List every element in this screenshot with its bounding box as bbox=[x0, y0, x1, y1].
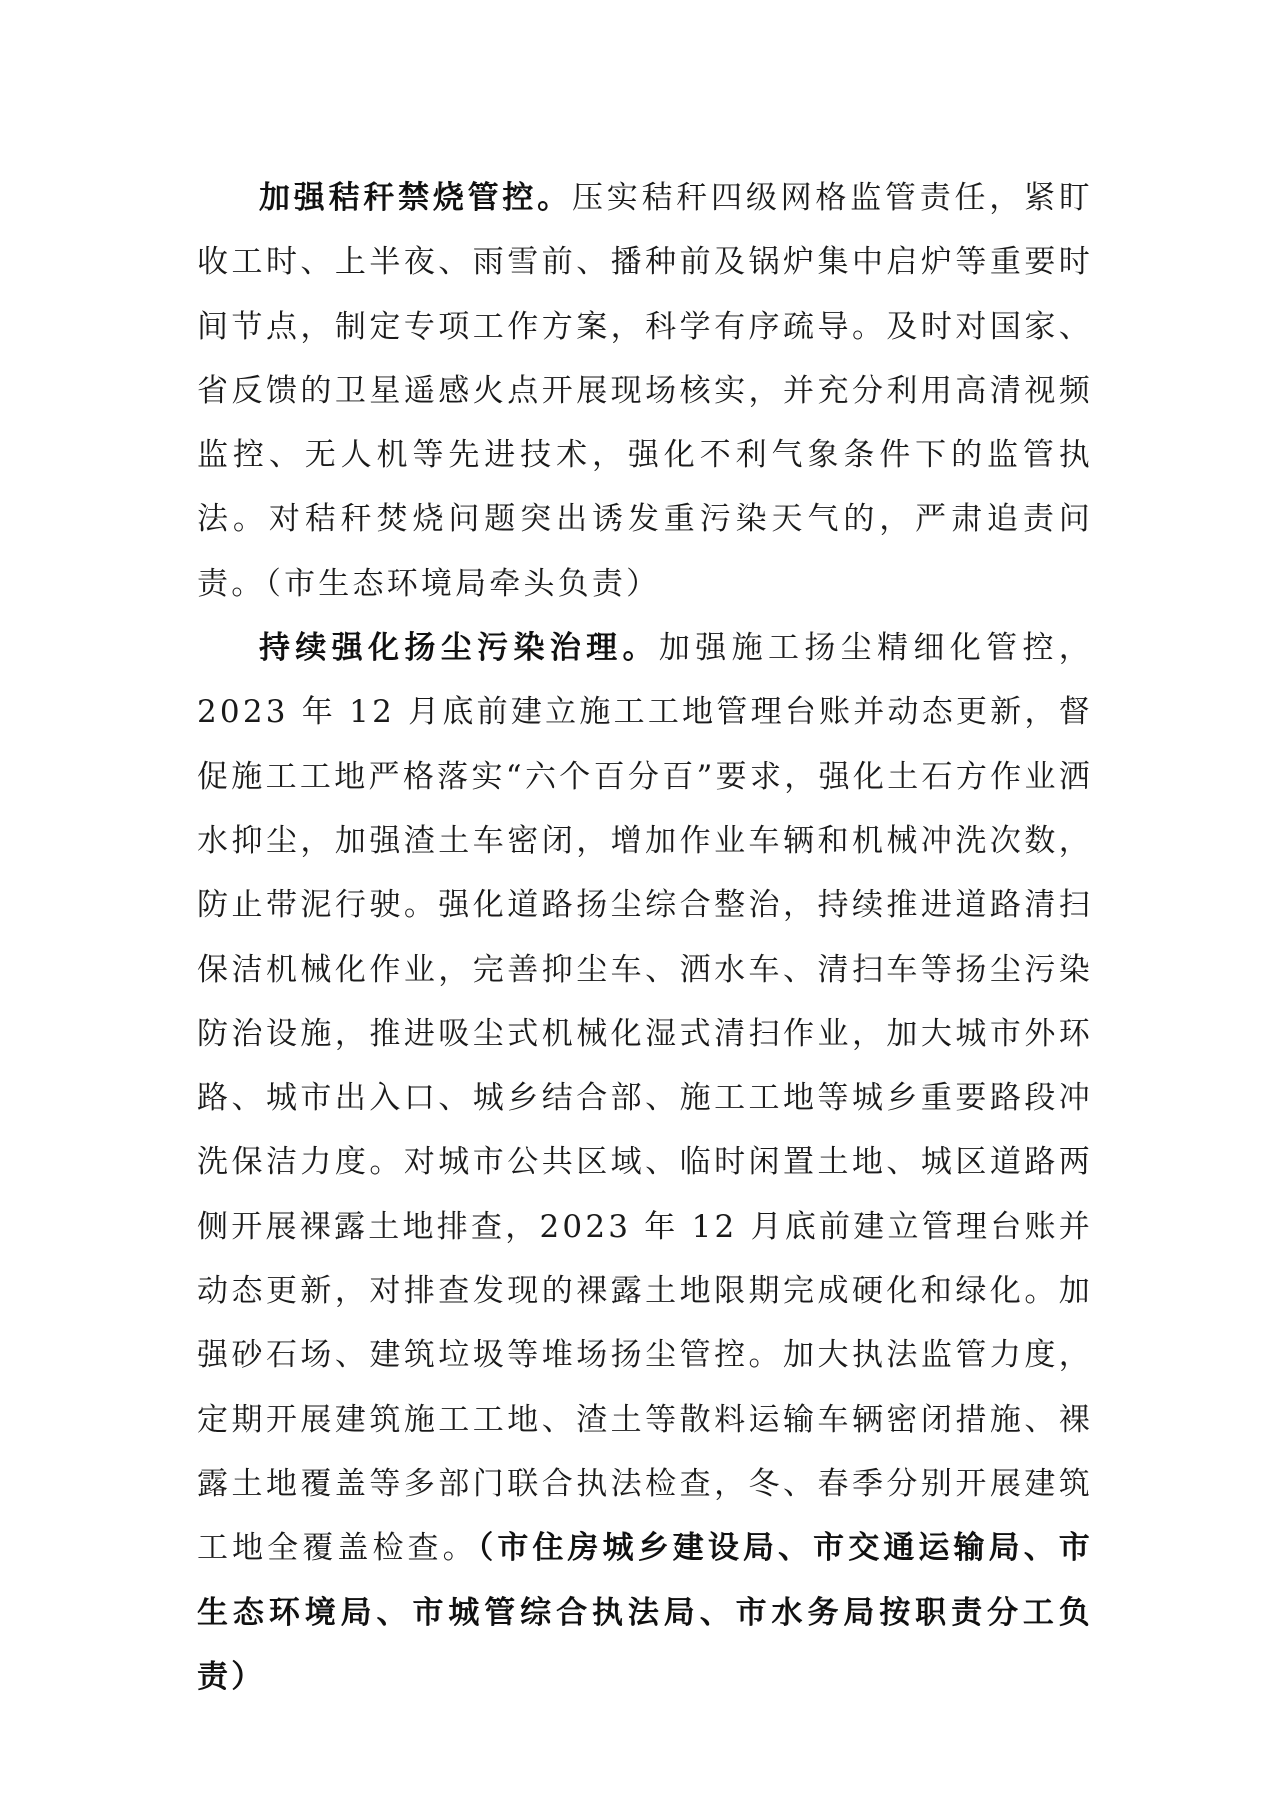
responsible-departments: （市住房城乡建设局、市交通运输局、市生态环境局、市城管综合执法局、市水务局按职责分工负责） bbox=[197, 1530, 1093, 1695]
paragraph-text: 压实秸秆四级网格监管责任，紧盯收工时、上半夜、雨雪前、播种前及锅炉集中启炉等重要时间节点，制定专项工作方案，科学有序疏导。及时对国家、省反馈的卫星遥感火点开展现场核实，并充分利用高清视频监控、无人机等先进技术，强化不利气象条件下的监管执法。对秸秆焚烧问题突出诱发重污染天气的，严肃追责问责。 bbox=[197, 180, 1093, 602]
paragraph-straw-burning bbox=[197, 166, 1093, 616]
responsible-departments: （市生态环境局牵头负责） bbox=[265, 565, 661, 602]
paragraph-text: 加强施工扬尘精细化管控，2023 年 12 月底前建立施工工地管理台账并动态更新，督促施工工地严格落实“六个百分百”要求，强化土石方作业洒水抑尘，加强渣土车密闭，增加作业车辆和机械冲洗次数，防止带泥行驶。强化道路扬尘综合整治，持续推进道路清扫保洁机械化作业，完善抑尘车、洒水车、清扫车等扬尘污染防治设施，推进吸尘式机械化湿式清扫作业，加大城市外环路、城市出入口、城乡结合部、施工工地等城乡重要路段冲洗保洁力度。对城市公共区域、临时闲置土地、城区道路两侧开展裸露土地排查，2023 年 12 月底前建立管理台账并动态更新，对排查发现的裸露土地限期完成硬化和绿化。加强砂石场、建筑垃圾等堆场扬尘管控。加大执法监管力度，定期开展建筑施工工地、渣土等散料运输车辆密闭措施、裸露土地覆盖等多部门联合执法检查，冬、春季分别开展建筑工地全覆盖检查。 bbox=[197, 630, 1094, 1567]
paragraph-heading: 加强秸秆禁烧管控。 bbox=[259, 180, 572, 216]
paragraph-dust-pollution bbox=[197, 616, 1093, 1709]
paragraph-heading: 持续强化扬尘污染治理。 bbox=[259, 630, 659, 667]
document-body bbox=[197, 166, 1093, 1709]
